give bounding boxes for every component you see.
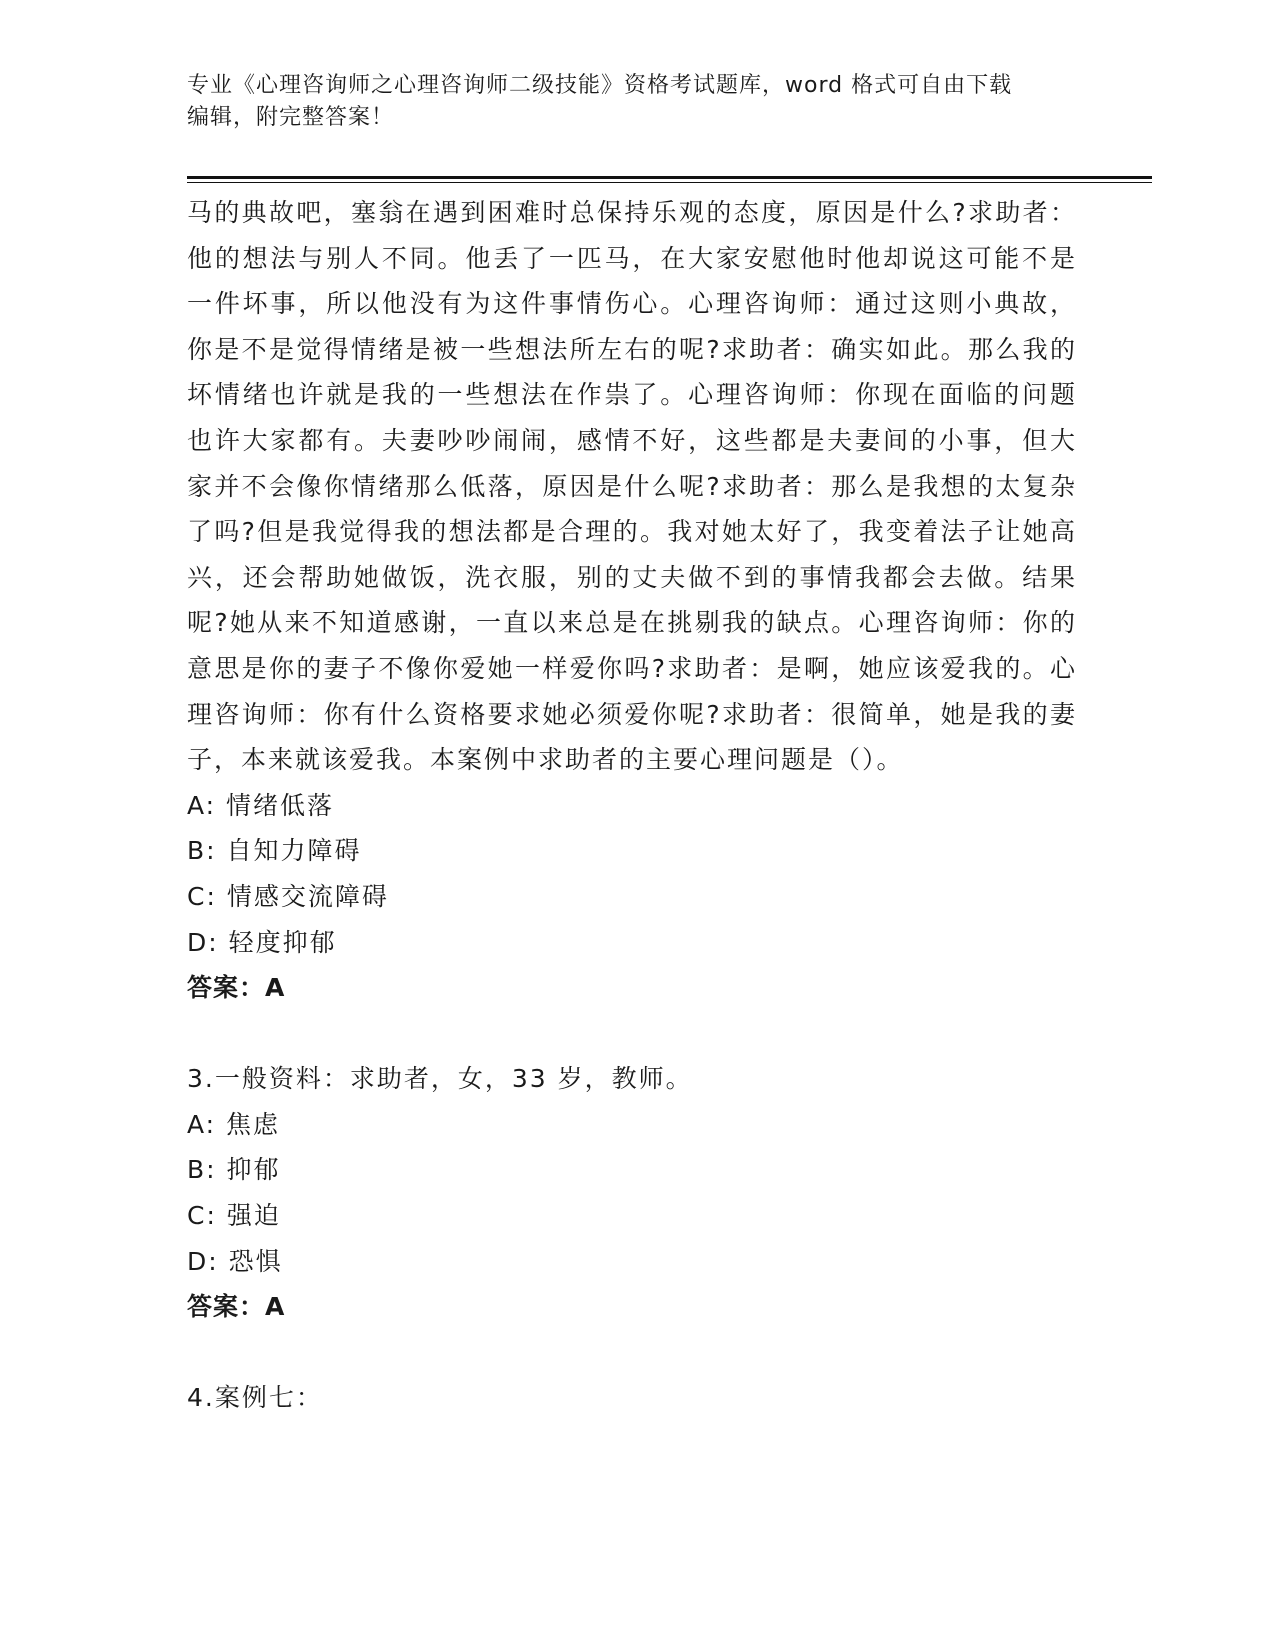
header-line-1: 专业《心理咨询师之心理咨询师二级技能》资格考试题库，word 格式可自由下载 <box>187 73 1013 98</box>
question-3-option-c: C: 强迫 <box>187 1201 281 1231</box>
spacer <box>187 1330 1077 1376</box>
question-2-passage: 马的典故吧，塞翁在遇到困难时总保持乐观的态度，原因是什么?求助者：他的想法与别人不同。他丢了一匹马，在大家安慰他时他却说这可能不是一件坏事，所以他没有为这件事情伤心。心理咨询师：通过这则小典故，你是不是觉得情绪是被一些想法所左右的呢?求助者：确实如此。那么我的坏情绪也许就是我的一些想法在作祟了。心理咨询师：你现在面临的问题也许大家都有。夫妻吵吵闹闹，感情不好，这些都是夫妻间的小事，但大家并不会像你情绪那么低落，原因是什么呢?求助者：那么是我想的太复杂了吗?但是我觉得我的想法都是合理的。我对她太好了，我变着法子让她高兴，还会帮助她做饭，洗衣服，别的丈夫做不到的事情我都会去做。结果呢?她从来不知道感谢，一直以来总是在挑剔我的缺点。心理咨询师：你的意思是你的妻子不像你爱她一样爱你吗?求助者：是啊，她应该爱我的。心理咨询师：你有什么资格要求她必须爱你呢?求助者：很简单，她是我的妻子，本来就该爱我。本案例中求助者的主要心理问题是（）。 <box>187 198 1077 775</box>
question-4-title: 4.案例七： <box>187 1383 323 1413</box>
spacer <box>187 1011 1077 1057</box>
header-divider-thin <box>187 182 1152 183</box>
question-3-title: 3.一般资料：求助者，女，33 岁，教师。 <box>187 1064 693 1094</box>
question-3-option-b: B: 抑郁 <box>187 1155 281 1185</box>
question-3-option-d: D: 恐惧 <box>187 1246 283 1276</box>
question-3-option-a: A: 焦虑 <box>187 1109 281 1139</box>
question-2 <box>187 190 1077 1011</box>
header-divider-thick <box>187 176 1152 179</box>
question-2-option-d: D: 轻度抑郁 <box>187 927 337 957</box>
question-2-option-a: A: 情绪低落 <box>187 790 335 820</box>
question-4 <box>187 1375 1077 1421</box>
question-3 <box>187 1056 1077 1330</box>
document-body <box>187 190 1077 1421</box>
question-2-answer: 答案：A <box>187 973 286 1003</box>
question-3-answer: 答案：A <box>187 1292 286 1322</box>
question-2-option-b: B: 自知力障碍 <box>187 836 362 866</box>
document-header <box>187 70 1087 134</box>
header-line-2: 编辑，附完整答案！ <box>187 105 395 130</box>
question-2-option-c: C: 情感交流障碍 <box>187 881 389 911</box>
